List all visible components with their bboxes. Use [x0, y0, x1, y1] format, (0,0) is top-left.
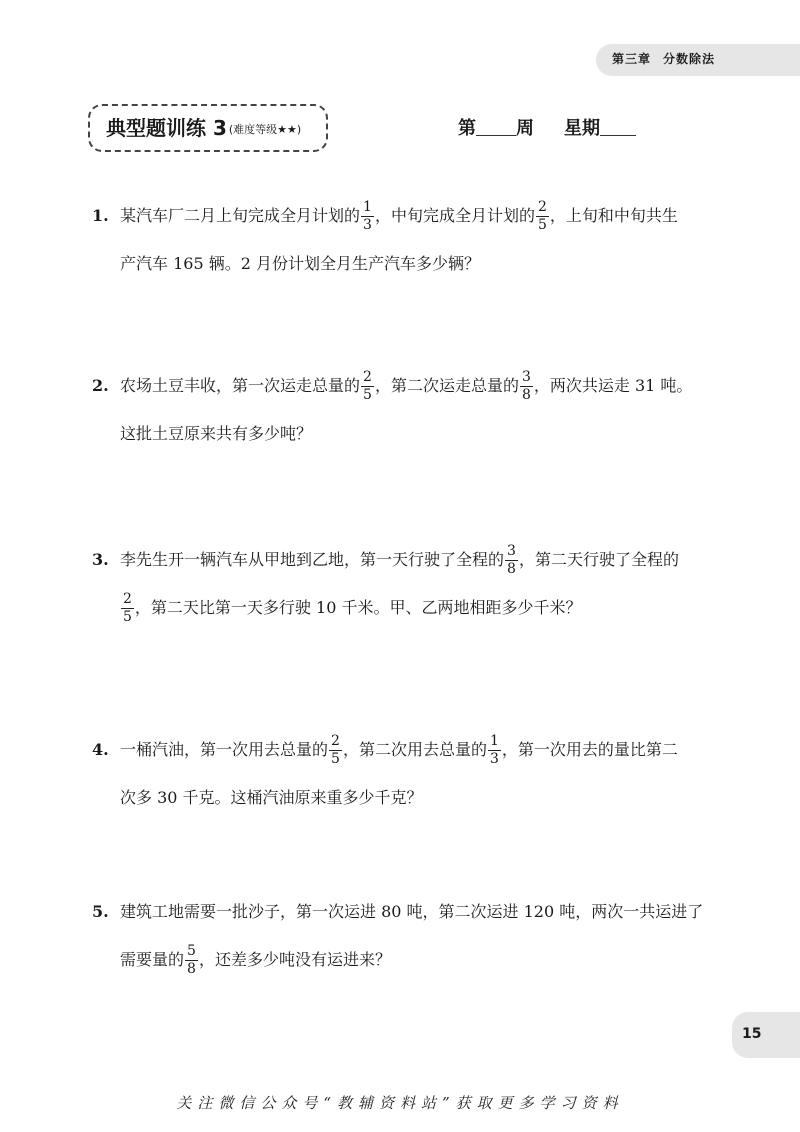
fraction [505, 543, 518, 578]
question-text: ，上旬和中旬共生 [549, 206, 678, 225]
chapter-name: 第三章 [612, 52, 652, 66]
question-text: 一桶汽油，第一次用去总量的 [120, 740, 329, 759]
question-text: ，还差多少吨没有运进来？ [198, 950, 391, 969]
weekday-label: 星期 [564, 118, 600, 139]
fraction-denominator: 3 [489, 751, 499, 767]
question-number: 2. [92, 376, 109, 395]
fraction-numerator: 3 [507, 543, 516, 559]
question-text: 这批土豆原来共有多少吨？ [120, 424, 313, 443]
question-number: 3. [92, 550, 109, 569]
week-prefix: 第 [458, 118, 476, 139]
question-line [120, 888, 710, 936]
section-name: 分数除法 [663, 52, 716, 66]
question-text: ，第二天比第一天多行驶 10 千米。甲、乙两地相距多少千米？ [134, 598, 582, 617]
fraction [361, 369, 374, 404]
fraction-numerator: 5 [187, 943, 196, 959]
question-text: 次多 30 千克。这桶汽油原来重多少千克？ [120, 788, 423, 807]
question-4 [92, 726, 710, 822]
fraction [536, 199, 549, 234]
question-text: 农场土豆丰收，第一次运走总量的 [120, 376, 361, 395]
chapter-label [612, 50, 715, 67]
schedule-line [458, 114, 636, 140]
fraction [361, 199, 374, 234]
question-text: 李先生开一辆汽车从甲地到乙地，第一天行驶了全程的 [120, 550, 505, 569]
page-title [106, 112, 301, 141]
question-text: 建筑工地需要一批沙子，第一次运进 80 吨，第二次运进 120 吨，两次一共运进了 [120, 902, 704, 921]
fraction-denominator: 5 [363, 387, 372, 403]
fraction-numerator: 2 [537, 199, 547, 215]
question-line [120, 584, 710, 632]
fraction-denominator: 5 [537, 217, 547, 233]
question-line [120, 774, 710, 822]
question-line [120, 240, 710, 288]
footer-note: 关注微信公众号“教辅资料站”获取更多学习资料 [176, 1094, 624, 1112]
fraction [488, 733, 501, 768]
question-text: ，第二次用去总量的 [342, 740, 487, 759]
question-text: 产汽车 165 辆。2 月份计划全月生产汽车多少辆？ [120, 254, 480, 273]
fraction [520, 369, 533, 404]
question-line [120, 362, 710, 410]
weekday-blank[interactable] [600, 119, 636, 136]
question-number: 5. [92, 902, 109, 921]
fraction [121, 591, 134, 626]
question-line [120, 536, 710, 584]
question-3 [92, 536, 710, 632]
week-suffix: 周 [516, 118, 534, 139]
question-2 [92, 362, 710, 458]
fraction-denominator: 5 [123, 609, 132, 625]
question-line [120, 936, 710, 984]
week-blank[interactable] [476, 119, 516, 136]
fraction-denominator: 8 [521, 387, 531, 403]
fraction [185, 943, 198, 978]
fraction-numerator: 2 [363, 369, 372, 385]
fraction-denominator: 8 [187, 961, 196, 977]
fraction-numerator: 2 [123, 591, 132, 607]
question-text: 某汽车厂二月上旬完成全月计划的 [120, 206, 361, 225]
question-text: 需要量的 [120, 950, 185, 969]
question-line [120, 192, 710, 240]
question-text: ，中旬完成全月计划的 [374, 206, 535, 225]
fraction-numerator: 2 [331, 733, 340, 749]
fraction-denominator: 3 [363, 217, 372, 233]
fraction [329, 733, 342, 768]
fraction-numerator: 1 [489, 733, 499, 749]
fraction-numerator: 3 [521, 369, 531, 385]
question-line [120, 726, 710, 774]
question-text: ，第二天行驶了全程的 [518, 550, 679, 569]
title-main: 典型题训练 3 [106, 116, 227, 140]
question-5 [92, 888, 710, 984]
fraction-denominator: 8 [507, 561, 516, 577]
fraction-numerator: 1 [363, 199, 372, 215]
page-number: 15 [742, 1026, 762, 1042]
question-text: ，两次共运走 31 吨。 [533, 376, 693, 395]
question-1 [92, 192, 710, 288]
question-number: 4. [92, 740, 109, 759]
question-line [120, 410, 710, 458]
difficulty-label: (难度等级★★) [228, 123, 302, 136]
question-text: ，第二次运走总量的 [374, 376, 519, 395]
question-number: 1. [92, 206, 109, 225]
fraction-denominator: 5 [331, 751, 340, 767]
question-text: ，第一次用去的量比第二 [501, 740, 678, 759]
